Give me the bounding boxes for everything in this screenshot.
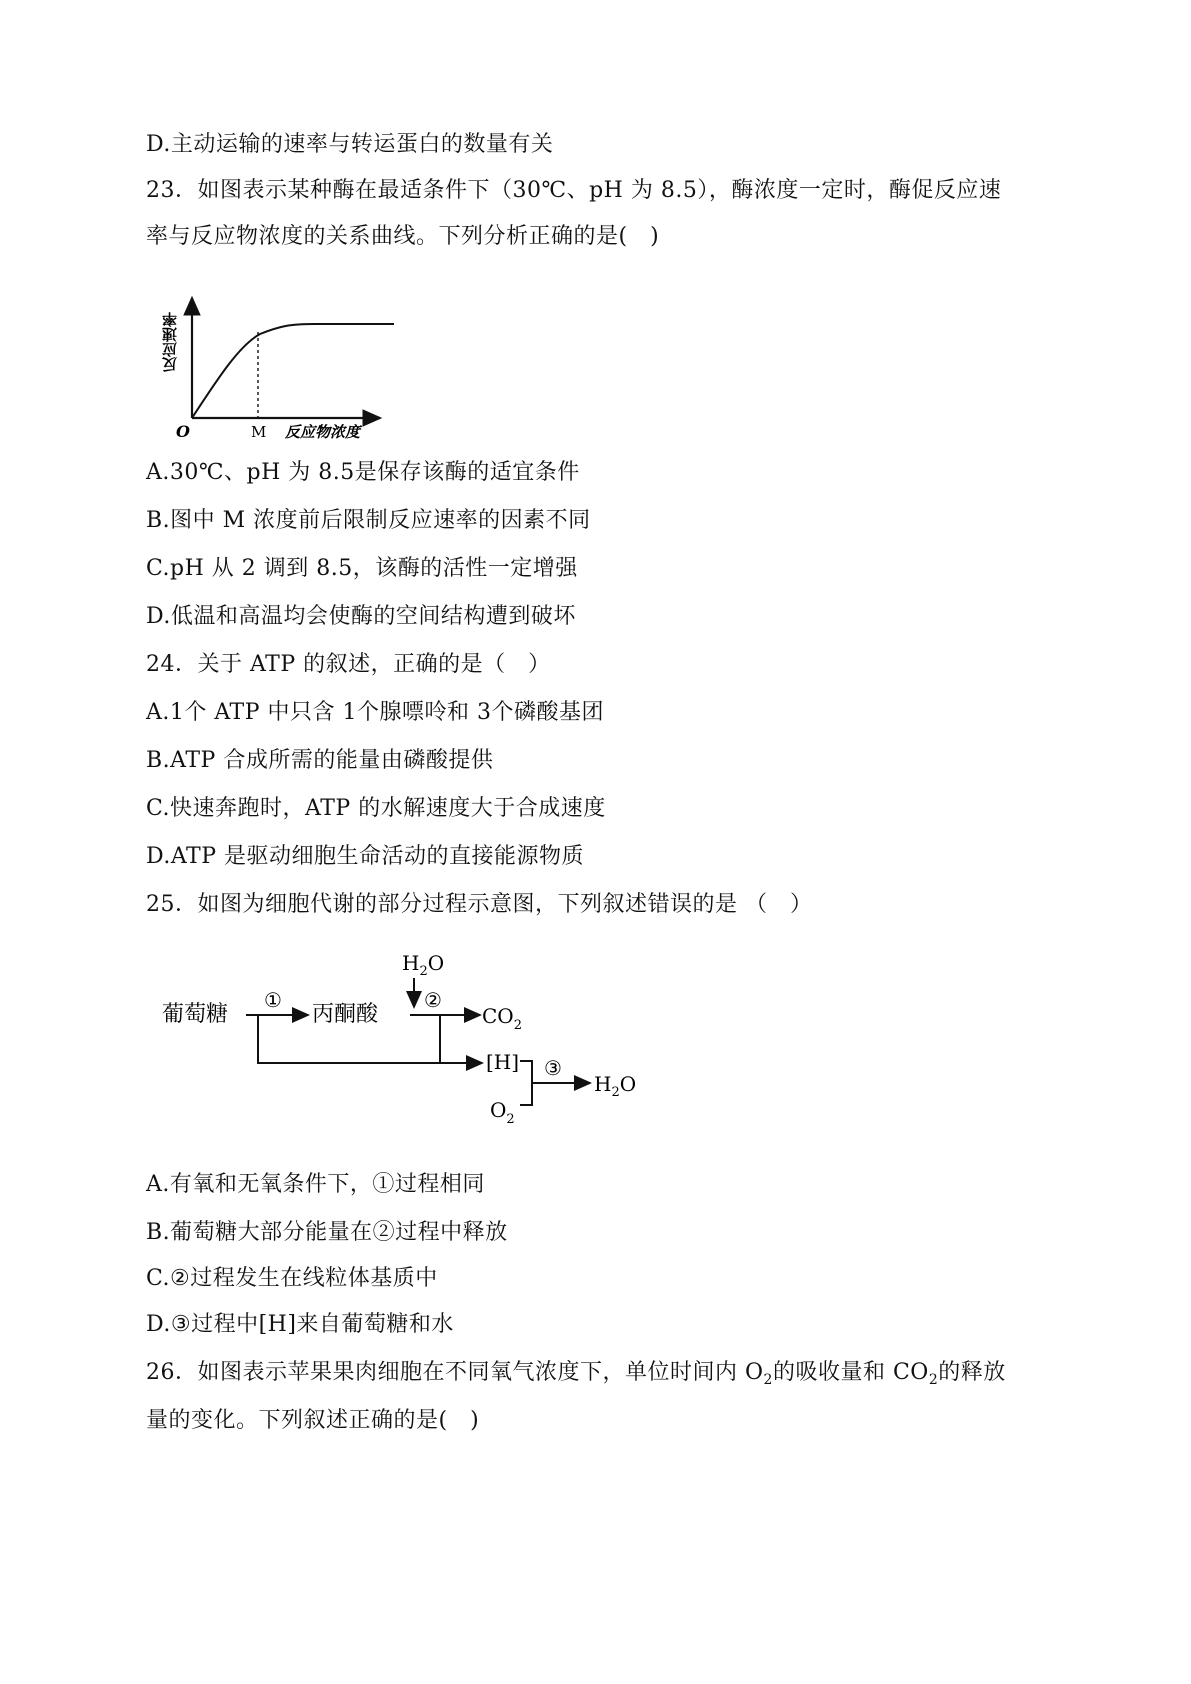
q22-option-d: D.主动运输的速率与转运蛋白的数量有关 [146,132,554,157]
y-axis-label: 反应速率 [161,312,179,372]
q25-option-d: D.③过程中[H]来自葡萄糖和水 [146,1312,454,1337]
step3-label: ③ [544,1056,562,1080]
q25-option-b: B.葡萄糖大部分能量在②过程中释放 [146,1220,508,1245]
q25-option-a: A.有氧和无氧条件下，①过程相同 [146,1172,485,1197]
bracket [520,1061,532,1105]
step1-label: ① [264,988,282,1012]
step2-label: ② [424,988,442,1012]
q24-stem: 24．关于 ATP 的叙述，正确的是（ ） [146,652,551,677]
q26-stem-line1: 26．如图表示苹果果肉细胞在不同氧气浓度下，单位时间内 $O_2$的吸收量和 $CO_2$的释放 [146,1360,1006,1388]
h-label: [H] [486,1050,520,1074]
q24-option-a: A.1个 ATP 中只含 1个腺嘌呤和 3个磷酸基团 [146,700,605,725]
co2-label: $CO_2$ [482,1004,522,1033]
q23-option-c: C.pH 从 2 调到 8.5，该酶的活性一定增强 [146,556,578,581]
x-axis-label: 反应物浓度 [285,423,361,440]
q23-stem-line2: 率与反应物浓度的关系曲线。下列分析正确的是( ) [146,224,660,249]
origin-label: O [176,422,190,440]
q23-rate-graph [140,290,400,440]
q24-option-c: C.快速奔跑时，ATP 的水解速度大于合成速度 [146,796,606,821]
glucose-label: 葡萄糖 [162,1002,229,1027]
q25-option-c: C.②过程发生在线粒体基质中 [146,1266,438,1291]
q24-option-b: B.ATP 合成所需的能量由磷酸提供 [146,748,494,773]
water-in-label: $H_2O$ [402,951,445,979]
q26-stem-line2: 量的变化。下列叙述正确的是( ) [146,1408,480,1433]
q24-option-d: D.ATP 是驱动细胞生命活动的直接能源物质 [146,844,585,869]
water-out-label: $H_2O$ [594,1072,637,1100]
q23-option-b: B.图中 M 浓度前后限制反应速率的因素不同 [146,508,591,533]
q25-stem: 25．如图为细胞代谢的部分过程示意图，下列叙述错误的是 （ ） [146,892,813,917]
q25-metabolism-diagram [150,945,670,1145]
pyruvate-label: 丙酮酸 [312,1002,379,1027]
rate-curve [192,324,394,418]
o2-label: $O_2$ [490,1098,515,1127]
q23-option-d: D.低温和高温均会使酶的空间结构遭到破坏 [146,604,576,629]
q23-option-a: A.30℃、pH 为 8.5是保存该酶的适宜条件 [146,460,580,485]
m-label: M [251,423,267,440]
q23-stem-line1: 23．如图表示某种酶在最适条件下（30℃、pH 为 8.5），酶浓度一定时，酶促反应速 [146,178,1002,203]
